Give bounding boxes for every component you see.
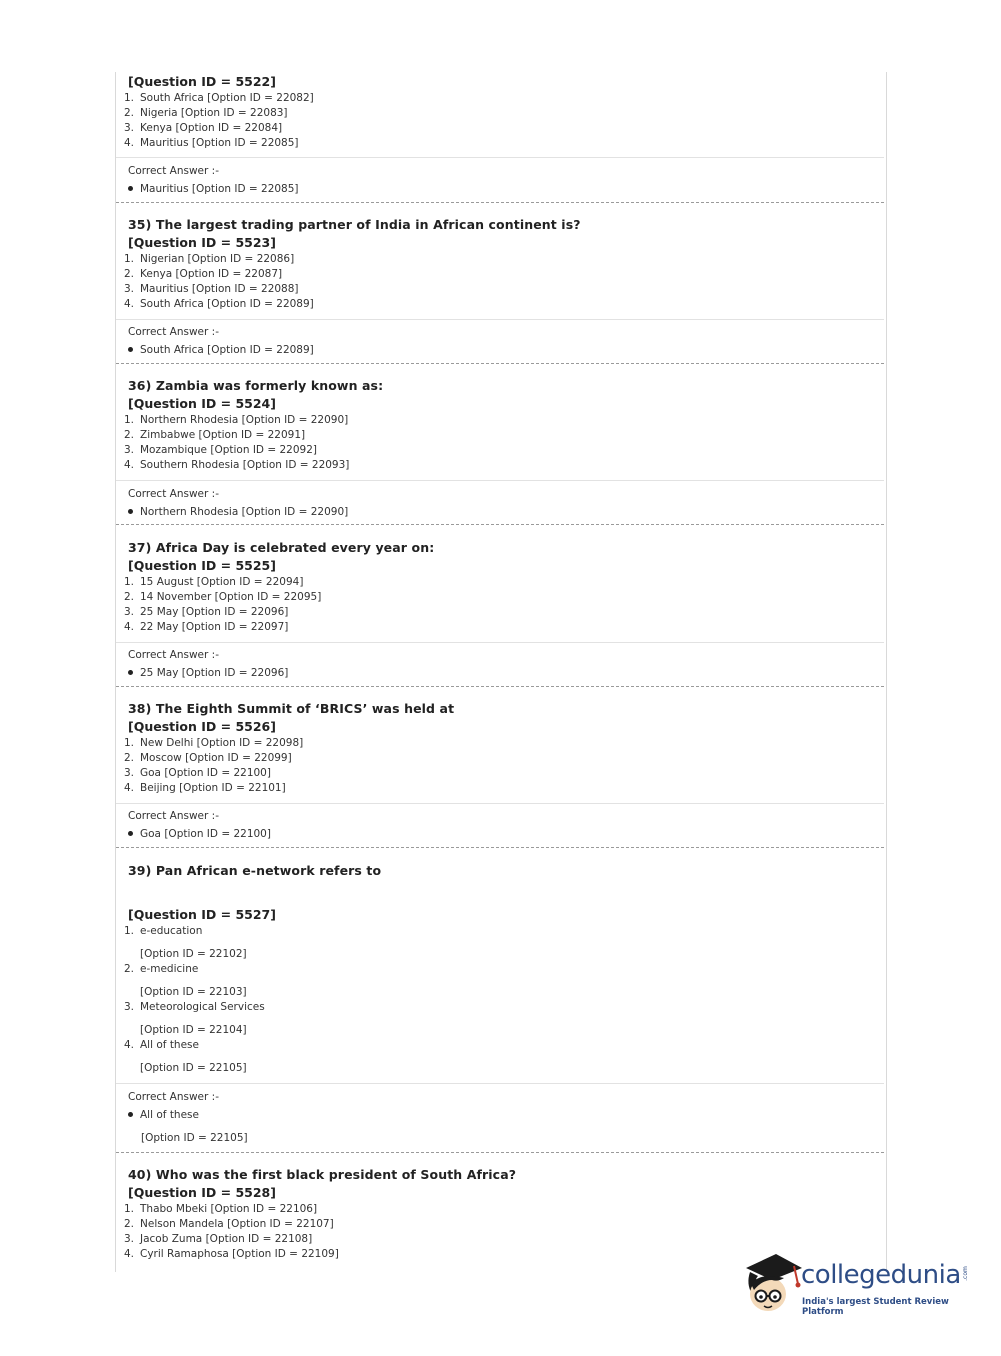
divider [116,1083,884,1084]
divider [116,319,884,320]
option-2: 2. Nelson Mandela [Option ID = 22107] [124,1218,334,1230]
option-3: 3. Mozambique [Option ID = 22092] [124,444,317,456]
option-1: 1. South Africa [Option ID = 22082] [124,92,314,104]
option-2: 2. e-medicine [Option ID = 22103] [124,963,247,998]
correct-answer: 25 May [Option ID = 22096] [128,666,868,681]
question-id: [Question ID = 5528] [128,1185,276,1200]
options-list [124,252,864,312]
option-2: 2. Zimbabwe [Option ID = 22091] [124,429,306,441]
mascot-icon [742,1250,804,1320]
question-id: [Question ID = 5527] [128,907,276,922]
divider [116,480,884,481]
question-37 [124,539,868,635]
option-1: 1. Northern Rhodesia [Option ID = 22090] [124,414,349,426]
option-1: 1. e-education [Option ID = 22102] [124,925,247,960]
correct-answer-label: Correct Answer :- [128,488,219,500]
correct-answer-label: Correct Answer :- [128,810,219,822]
question-id: [Question ID = 5525] [128,558,276,573]
correct-answer: South Africa [Option ID = 22089] [128,343,868,358]
question-title: 39) Pan African e-network refers to [128,863,382,878]
option-4: 4. Southern Rhodesia [Option ID = 22093] [124,459,350,471]
options-list [124,91,864,151]
divider [116,642,884,643]
question-id: [Question ID = 5523] [128,235,276,250]
correct-answer-label: Correct Answer :- [128,165,219,177]
bullet-icon [128,831,133,836]
bullet-icon [128,1112,133,1117]
question-title: 35) The largest trading partner of India in African continent is? [128,217,581,232]
bullet-icon [128,670,133,675]
bullet-icon [128,347,133,352]
options-list [124,575,864,635]
question-34 [124,73,868,151]
correct-answer-label: Correct Answer :- [128,649,219,661]
correct-answer-35 [128,325,868,358]
question-id: [Question ID = 5526] [128,719,276,734]
option-4: 4. Cyril Ramaphosa [Option ID = 22109] [124,1248,339,1260]
option-4: 4. South Africa [Option ID = 22089] [124,298,314,310]
correct-answer-38 [128,809,868,842]
option-3: 3. Jacob Zuma [Option ID = 22108] [124,1233,313,1245]
question-separator [116,847,884,848]
options-list [124,924,864,1076]
question-title: 36) Zambia was formerly known as: [128,378,384,393]
logo-wordmark: collegedunia [801,1260,961,1290]
correct-answer-39 [128,1090,868,1146]
correct-answer-label: Correct Answer :- [128,1091,219,1103]
option-1: 1. 15 August [Option ID = 22094] [124,576,304,588]
option-1: 1. Thabo Mbeki [Option ID = 22106] [124,1203,318,1215]
option-4: 4. Mauritius [Option ID = 22085] [124,137,299,149]
correct-answer: Northern Rhodesia [Option ID = 22090] [128,505,868,520]
option-4: 4. 22 May [Option ID = 22097] [124,621,289,633]
correct-answer-34 [128,164,868,197]
divider [116,803,884,804]
option-3: 3. Kenya [Option ID = 22084] [124,122,283,134]
question-title: 37) Africa Day is celebrated every year on: [128,540,435,555]
options-list [124,413,864,473]
logo-tagline: India's largest Student Review Platform [802,1297,949,1317]
option-2: 2. Kenya [Option ID = 22087] [124,268,283,280]
question-39 [124,862,868,1076]
options-list [124,736,864,796]
question-separator [116,524,884,525]
question-36 [124,377,868,473]
correct-answer: Mauritius [Option ID = 22085] [128,182,868,197]
question-35 [124,216,868,312]
question-40 [124,1166,868,1262]
option-1: 1. Nigerian [Option ID = 22086] [124,253,295,265]
bullet-icon [128,186,133,191]
option-3: 3. Meteorological Services [Option ID = 22104] [124,1001,265,1036]
question-id: [Question ID = 5522] [128,74,276,89]
question-title: 38) The Eighth Summit of ‘BRICS’ was held at [128,701,455,716]
question-38 [124,700,868,796]
logo-domain: .com [961,1266,969,1281]
question-separator [116,686,884,687]
option-2: 2. Moscow [Option ID = 22099] [124,752,292,764]
question-separator [116,202,884,203]
question-separator [116,1152,884,1153]
correct-answer-37 [128,648,868,681]
correct-answer: All of these [Option ID = 22105] [128,1108,868,1146]
correct-answer-36 [128,487,868,520]
correct-answer: Goa [Option ID = 22100] [128,827,868,842]
bullet-icon [128,509,133,514]
option-4: 4. All of these [Option ID = 22105] [124,1039,247,1074]
option-1: 1. New Delhi [Option ID = 22098] [124,737,304,749]
option-3: 3. Mauritius [Option ID = 22088] [124,283,299,295]
question-title: 40) Who was the first black president of South Africa? [128,1167,517,1182]
option-3: 3. 25 May [Option ID = 22096] [124,606,289,618]
option-2: 2. 14 November [Option ID = 22095] [124,591,322,603]
option-4: 4. Beijing [Option ID = 22101] [124,782,286,794]
option-2: 2. Nigeria [Option ID = 22083] [124,107,288,119]
correct-answer-label: Correct Answer :- [128,326,219,338]
question-id: [Question ID = 5524] [128,396,276,411]
question-separator [116,363,884,364]
divider [116,157,884,158]
collegedunia-logo[interactable] [742,1250,972,1320]
option-3: 3. Goa [Option ID = 22100] [124,767,271,779]
